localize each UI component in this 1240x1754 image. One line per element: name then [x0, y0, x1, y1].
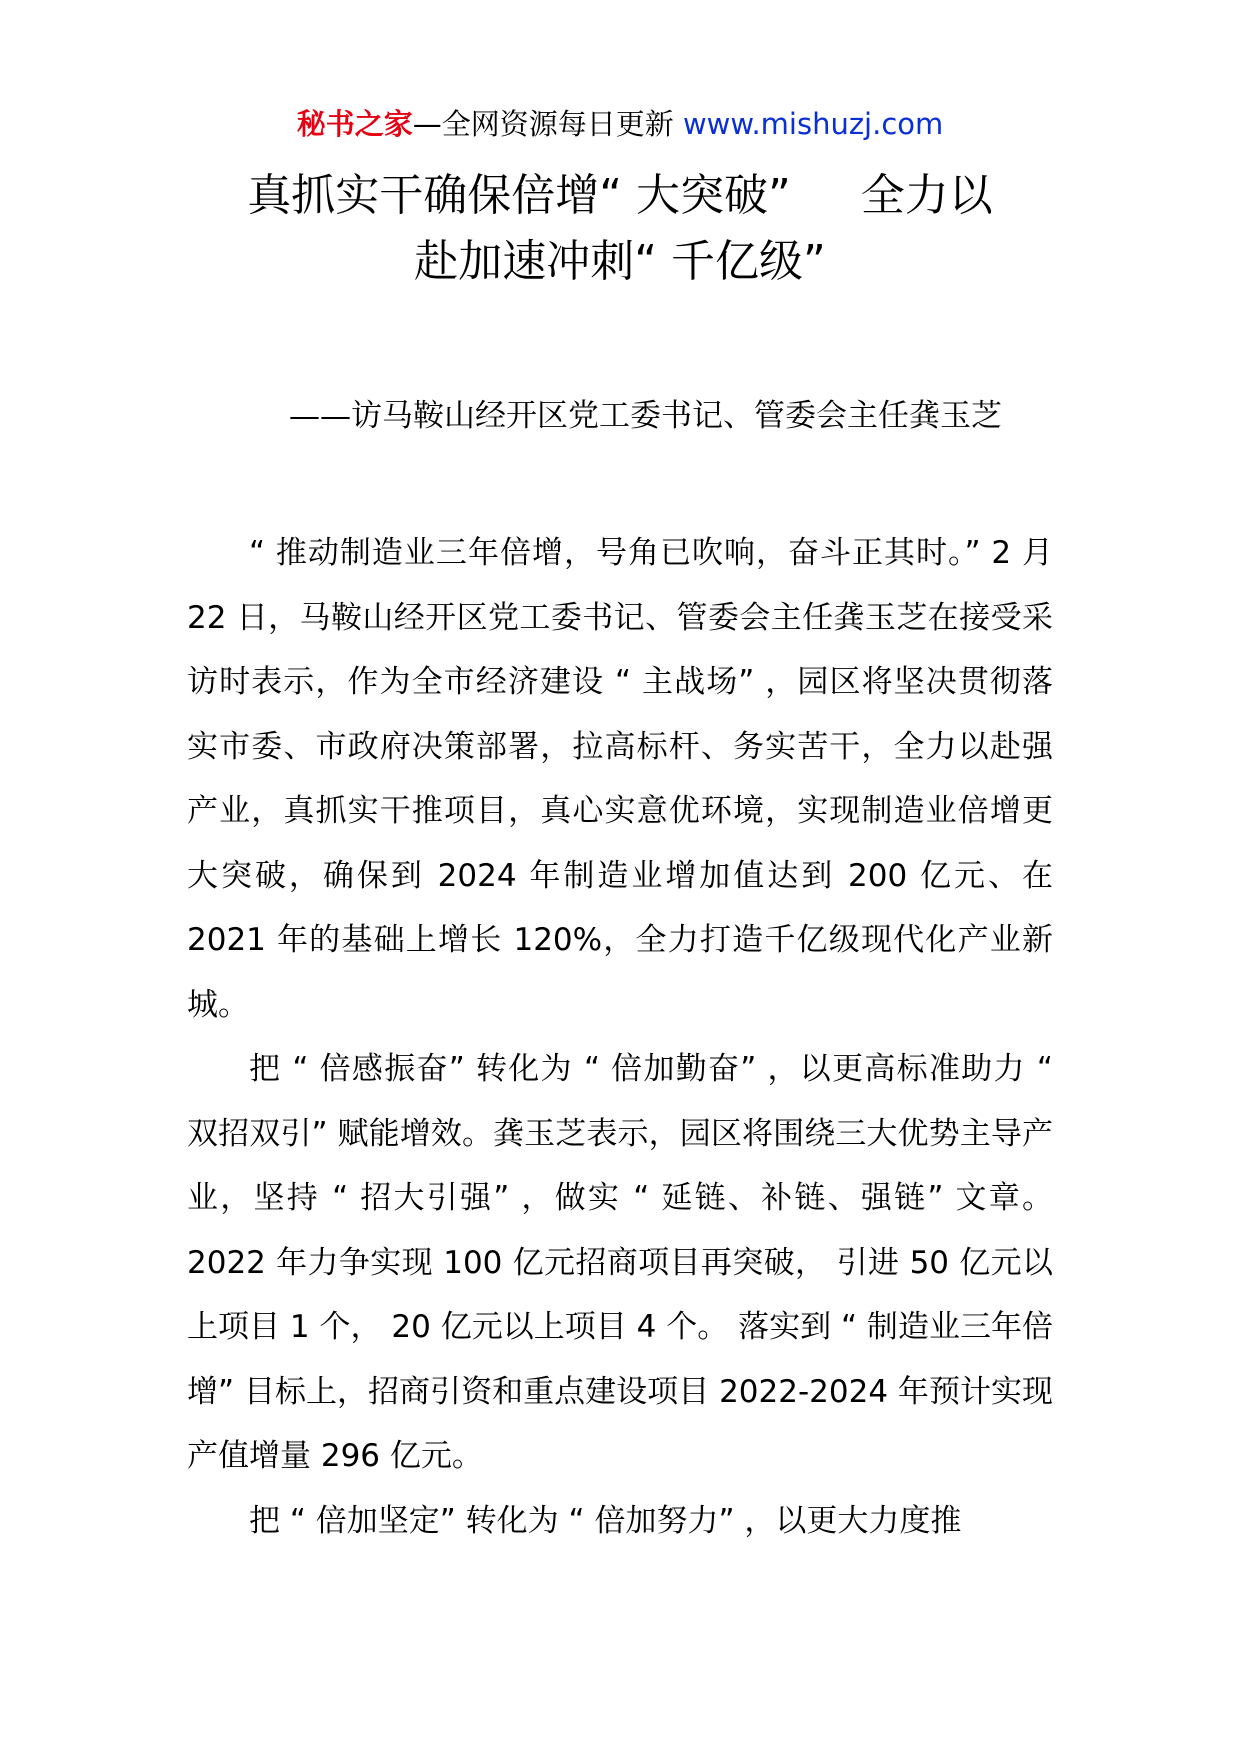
paragraph-1: “ 推动制造业三年倍增，号角已吹响，奋斗正其时。” 2 月 22 日，马鞍山经开区党工委书记、管委会主任龚玉芝在接受采访时表示，作为全市经济建设 “ 主战场” ，园区将坚决贯彻落实市委、市政府决策部署，拉高标杆、务实苦干，全力以赴强产业，真抓实干推项目，真心实意优环境，实现制造业倍增更大突破，确保到 2024 年制造业增加值达到 200 亿元、在 2021 年的基础上增长 120%，全力打造千亿级现代化产业新城。 [187, 535, 1053, 1023]
site-header [0, 104, 1240, 144]
brand-name: 秘书之家 [296, 107, 413, 141]
title-line-1: 真抓实干确保倍增“ 大突破” 全力以 [247, 170, 993, 221]
paragraph-2: 把 “ 倍感振奋” 转化为 “ 倍加勤奋” ，以更高标准助力 “ 双招双引” 赋能增效。龚玉芝表示，园区将围绕三大优势主导产业，坚持 “ 招大引强” ，做实 “ 延链、补链、强链” 文章。2022 年力争实现 100 亿元招商项目再突破， 引进 50 亿元以上项目 1 个， 20 亿元以上项目 4 个。 落实到 “ 制造业三年倍增” 目标上，招商引资和重点建设项目 2022-2024 年预计实现产值增量 296 亿元。 [187, 1051, 1053, 1474]
site-url[interactable]: www.mishuzj.com [682, 107, 944, 141]
paragraph-3: 把 “ 倍加坚定” 转化为 “ 倍加努力” ，以更大力度推 [249, 1502, 962, 1539]
header-tagline: —全网资源每日更新 [412, 107, 683, 141]
article-subtitle: ——访马鞍山经开区党工委书记、管委会主任龚玉芝 [289, 398, 1002, 434]
article-title [0, 163, 1240, 295]
article-body [187, 521, 1053, 1553]
title-line-2: 赴加速冲刺“ 千亿级” [414, 236, 826, 287]
